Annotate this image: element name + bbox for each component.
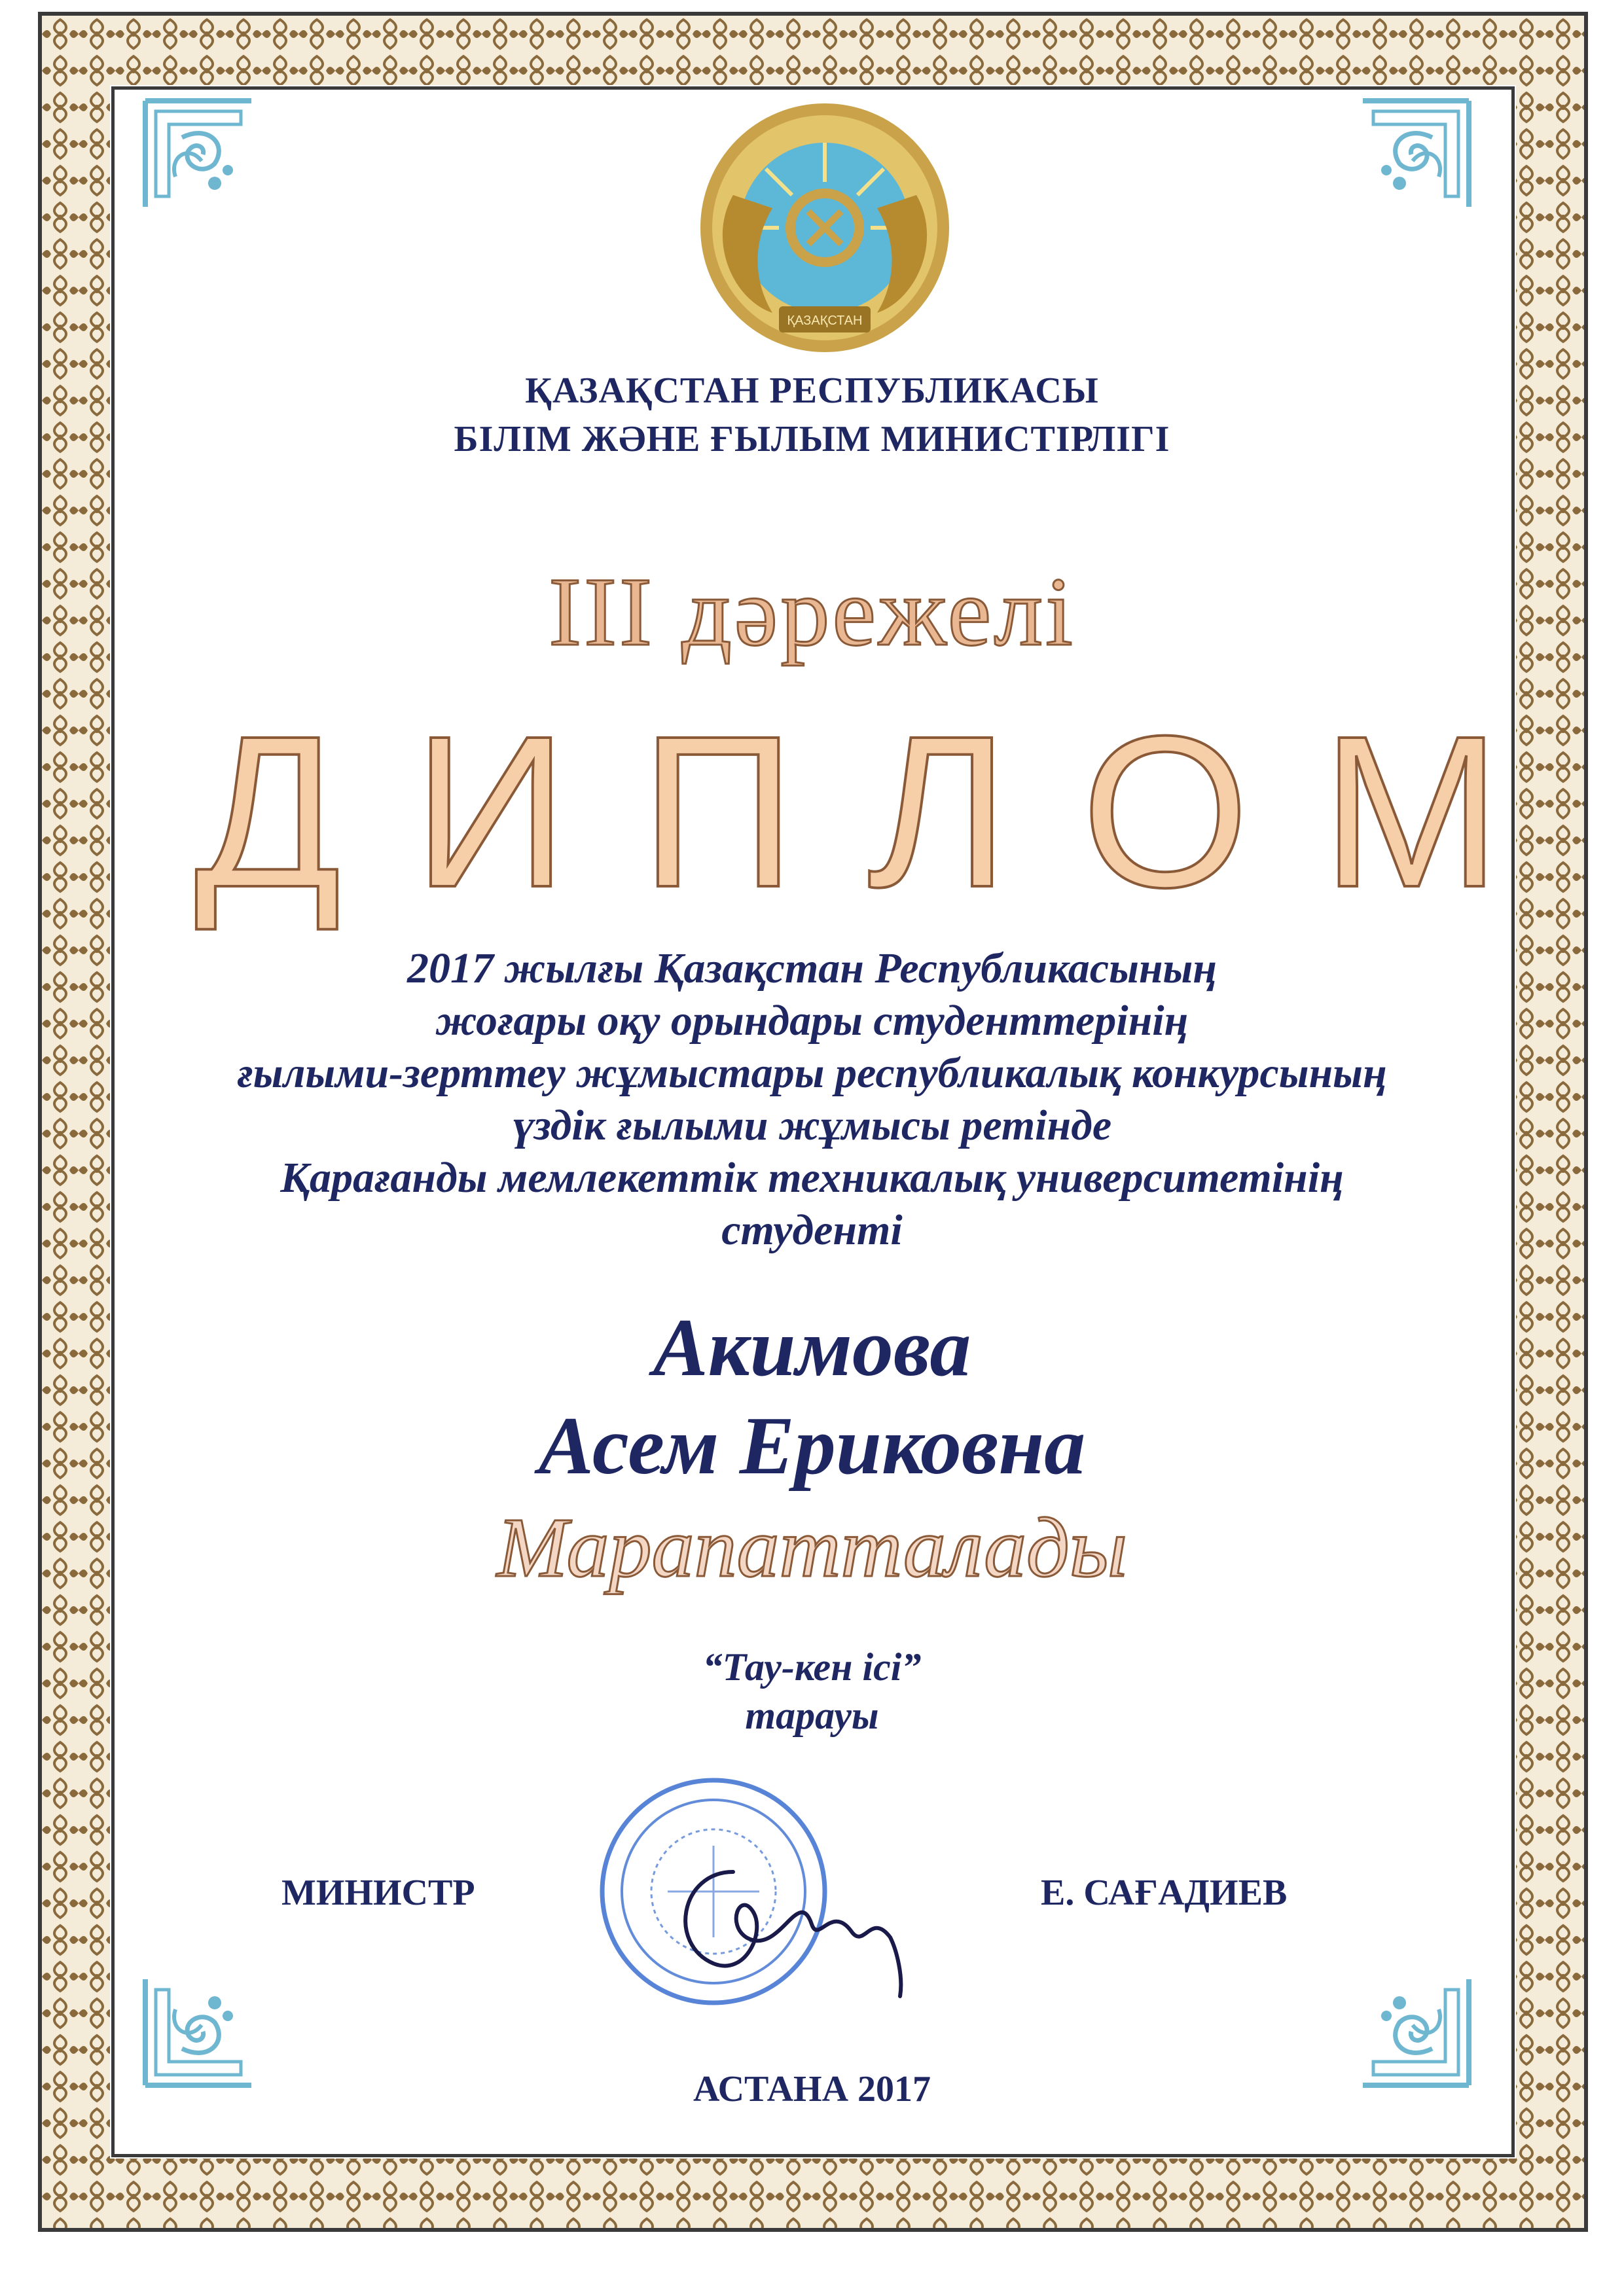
award-line-6: студенті <box>721 1206 903 1254</box>
section-name: “Тау-кен ісі” <box>702 1645 922 1689</box>
minister-name: Е. САҒАДИЕВ <box>1041 1873 1288 1913</box>
minister-position: МИНИСТР <box>281 1873 475 1913</box>
section-label: тарауы <box>745 1694 879 1737</box>
ornament-corner-icon <box>143 98 254 209</box>
section-block <box>0 1643 1624 1740</box>
award-description <box>0 942 1624 1257</box>
signature-icon <box>655 1833 929 2003</box>
awarded-title: Марапатталады <box>497 1501 1127 1595</box>
ministry-header <box>0 367 1624 463</box>
award-line-4: үздік ғылыми жұмысы ретінде <box>512 1102 1112 1149</box>
ministry-line-1: ҚАЗАҚСТАН РЕСПУБЛИКАСЫ <box>525 370 1099 411</box>
award-line-5: Қарағанды мемлекеттік техникалық университетінің <box>280 1154 1344 1202</box>
emblem-text: ҚАЗАҚСТАН <box>787 314 863 328</box>
state-emblem-icon <box>694 97 956 359</box>
recipient-given-names: Асем Ериковна <box>538 1401 1086 1492</box>
award-line-2: жоғары оқу орындары студенттерінің <box>435 997 1189 1045</box>
ministry-line-2: БІЛІМ ЖӘНЕ ҒЫЛЫМ МИНИСТІРЛІГІ <box>454 419 1170 459</box>
recipient-surname: Акимова <box>653 1302 971 1393</box>
city-year: АСТАНА 2017 <box>693 2069 931 2109</box>
award-line-3: ғылыми-зерттеу жұмыстары республикалық конкурсының <box>237 1049 1387 1097</box>
ornament-corner-icon <box>1360 98 1471 209</box>
degree-title: III дәрежелі <box>549 558 1075 666</box>
diploma-title: ДИПЛОМ <box>194 691 1574 932</box>
award-line-1: 2017 жылғы Қазақстан Республикасының <box>407 944 1217 992</box>
